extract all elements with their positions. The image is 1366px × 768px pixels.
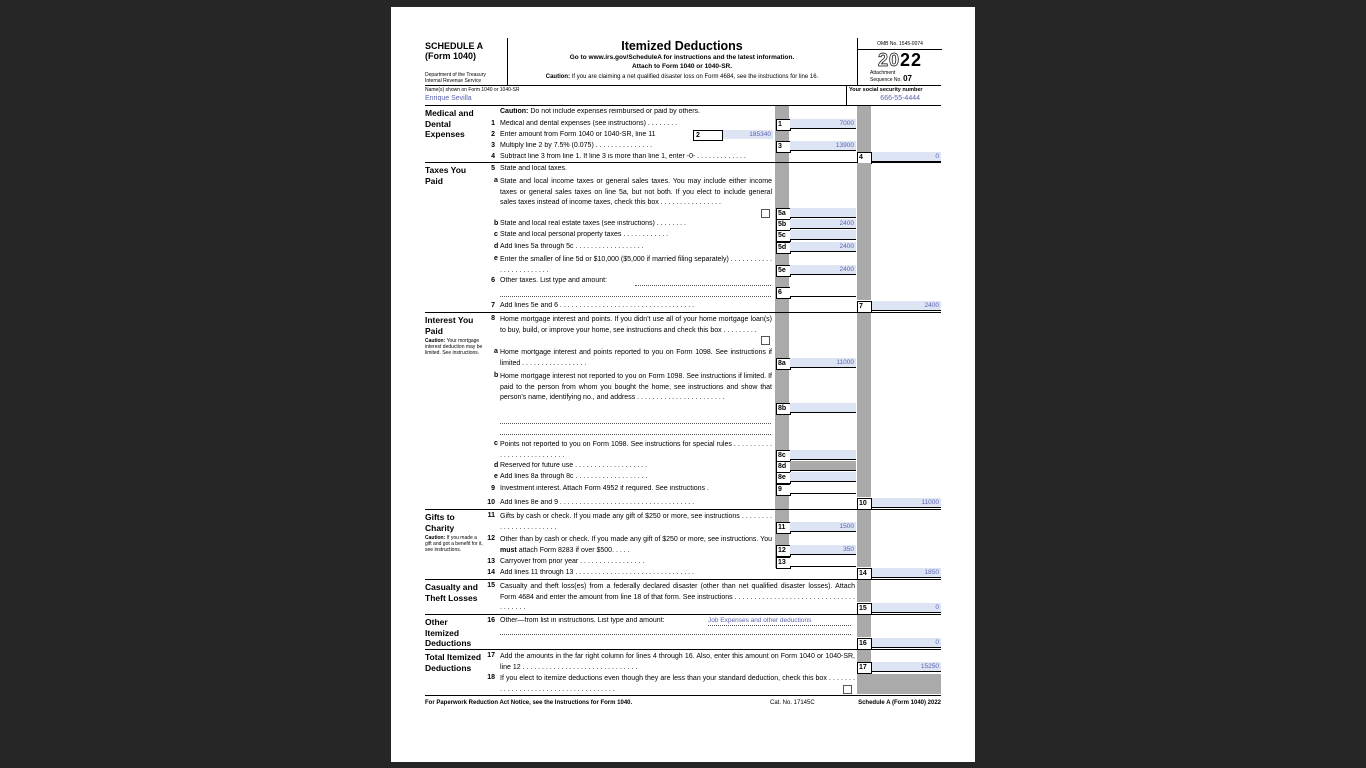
line-8d-reserved (790, 461, 856, 471)
attach-line: Attach to Form 1040 or 1040-SR. (631, 63, 733, 70)
section-title-interest: Interest You Paid Caution: Your mortgage interest deduction may be limited. See instructions. (425, 315, 483, 356)
section-gifts: Gifts to Charity Caution: If you made a gift and got a benefit for it, see instructions. 11 Gifts by cash or check. If you made any gift of $250 or more, see instructions . . . . . . . . . . . . . . . . . . . . . . . 11 1500 12 Other than by cash or check. If you made any gift of $250 or more, see instructions. You must attach Form 8283 if over $500. . . . . 12 350 13 Carryover from prior year . . . . . . . . . . . . . . . . . 13 14 Add lines 11 through 13 . . . . . . . . . . . . . . . . . . . . . . . . . . . . . . . 14 1850 (425, 510, 941, 580)
line-8c-amount[interactable] (790, 450, 856, 460)
title-block (508, 38, 856, 81)
gifts-caution: Caution: If you made a gift and got a benefit for it, see instructions. (425, 535, 483, 553)
name-field[interactable]: Enrique Sevilla (425, 95, 472, 102)
line-14-amount[interactable]: 1850 (872, 568, 941, 578)
taxpayer-row (425, 86, 941, 106)
line-16-description[interactable]: Job Expenses and other deductions (708, 617, 851, 626)
interest-caution: Caution: Your mortgage interest deduction may be limited. See instructions. (425, 338, 483, 356)
line-5b-amount[interactable]: 2400 (790, 219, 856, 229)
form-label: (Form 1040) (425, 51, 477, 61)
form-id-block (425, 38, 508, 85)
line-5a-checkbox[interactable] (761, 209, 770, 218)
line-8b: b Home mortgage interest not reported to you on Form 1098. See instructions if limited. If paid to the person from whom you bought the home, see instructions and show that person's name, identifying no., and address . . . . . . . . . . . . . . . . . . . . . . . 8b (425, 372, 941, 436)
line-4-amount[interactable]: 0 (872, 152, 941, 162)
line-6: 6 Other taxes. List type and amount: 6 (425, 277, 941, 299)
line-5c-amount[interactable] (790, 230, 856, 240)
line-8c: c Points not reported to you on Form 1098. See instructions for special rules . . . . . . . . . . . . . . . . . . . . . . . . . . . 8c (425, 440, 941, 461)
line-6-amount[interactable] (790, 287, 856, 297)
line-16-amount[interactable]: 0 (872, 638, 941, 648)
form-footer (425, 696, 941, 710)
section-title-gifts: Gifts to Charity Caution: If you made a gift and got a benefit for it, see instructions. (425, 512, 483, 553)
line-15-amount[interactable]: 0 (872, 603, 941, 613)
line-3-amount[interactable]: 13900 (790, 141, 856, 151)
section-title-other: Other Itemized Deductions (425, 617, 472, 648)
line-2-amount[interactable]: 185340 (723, 130, 773, 139)
section-medical: Medical and Dental Expenses Caution: Do not include expenses reimbursed or paid by others. 1 Medical and dental expenses (see instructions) . . . . . . . . 1 7000 2 Enter amount from Form 1040 or 1040-SR, line 11 2 185340 3 Multiply line 2 by 7.5% (0.075) . . . . . . . . . . . . . . . 3 13900 4 Subtract line 3 from line 1. If line 3 is more than line 1, enter -0- . . . . . . . . . . . . . 4 0 (425, 106, 941, 163)
section-title-casualty: Casualty and Theft Losses (425, 582, 478, 603)
ssn-label: Your social security number (849, 87, 923, 93)
line-17: 17 Add the amounts in the far right column for lines 4 through 16. Also, enter this amount on Form 1040 or 1040-SR, line 12 . . . . . . . . . . . . . . . . . . . . . . . . . . . . . . 17 15250 (425, 652, 941, 673)
line-5e: e Enter the smaller of line 5d or $10,000 ($5,000 if married filing separately) . . . . . . . . . . . . . . . . . . . . . . . . 5e 2400 (425, 255, 941, 276)
schedule-a-form (425, 38, 941, 710)
section-other (425, 615, 941, 650)
omb-number: OMB No. 1545-0074 (858, 41, 942, 50)
dept-line-1: Department of the Treasury (425, 72, 486, 78)
line-12: 12 Other than by cash or check. If you made any gift of $250 or more, see instructions. You must attach Form 8283 if over $500. . . . . 12 350 (425, 535, 941, 556)
catalog-number: Cat. No. 17145C (770, 700, 815, 706)
line-13-amount[interactable] (790, 557, 856, 567)
line-8a: a Home mortgage interest and points reported to you on Form 1098. See instructions if limited . . . . . . . . . . . . . . . . . 8a 11000 (425, 348, 941, 369)
line-5a: a State and local income taxes or general sales taxes. You may include either income taxes or general sales taxes on line 5a, but not both. If you elect to include general sales taxes instead of income taxes, check this box . . . . . . . . . . . . . . . . 5a (425, 177, 941, 219)
section-title-total: Total Itemized Deductions (425, 652, 482, 673)
line-9-amount[interactable] (790, 484, 856, 494)
form-header (425, 38, 941, 86)
line-5e-amount[interactable]: 2400 (790, 265, 856, 275)
medical-caution: Caution: Do not include expenses reimbursed or paid by others. (500, 108, 700, 115)
line-12-amount[interactable]: 350 (790, 545, 856, 555)
line-18: 18 If you elect to itemize deductions even though they are less than your standard deduction, check this box . . . . . . . . . . . . . . . . . . . . . . . . . . . . . . . . . . . . . (425, 674, 941, 695)
header-caution: Caution: If you are claiming a net qualified disaster loss on Form 4684, see the instructions for line 16. (545, 74, 819, 80)
section-taxes: Taxes You Paid 5 State and local taxes. a State and local income taxes or general sales taxes. You may include either income taxes or general sales taxes on line 5a, but not both. If you elect to include general sales taxes instead of income taxes, check this box . . . . . . . . . . . . . . . . 5a b State and local real estate taxes (see instructions) . . . . . . . . 5b 2400 c State and local personal property taxes . . . . . . . . . . . . 5c d Add lines 5a through 5c . . . . . . . . . . . . . . . . . . 5d 2400 e Enter the smaller of line 5d or $10,000 ($5,000 if married filing separately) . . . . . . . . . . . . . . . . . . . . . . . . 5e 2400 6 Other taxes. List type and amount: 6 7 Add lines 5e and 6 . . . . . . . . . . . . . . . . . . . . . . . . . . . . . . . . . . . 7 2400 (425, 163, 941, 313)
paperwork-notice: For Paperwork Reduction Act Notice, see the Instructions for Form 1040. (425, 700, 633, 706)
section-title-medical: Medical and Dental Expenses (425, 108, 474, 139)
line-17-amount[interactable]: 15250 (872, 662, 941, 672)
footer-form-id: Schedule A (Form 1040) 2022 (858, 700, 941, 706)
line-18-checkbox[interactable] (843, 685, 852, 694)
tax-year: 2022 (877, 50, 923, 70)
form-title: Itemized Deductions (621, 39, 743, 53)
section-casualty (425, 580, 941, 615)
line-8-checkbox[interactable] (761, 336, 770, 345)
schedule-label: SCHEDULE A (425, 41, 484, 51)
line-11: 11 Gifts by cash or check. If you made any gift of $250 or more, see instructions . . . . . . . . . . . . . . . . . . . . . . . 11 1500 (425, 512, 941, 533)
section-total (425, 650, 941, 696)
line-7-amount[interactable]: 2400 (872, 301, 941, 311)
line-8b-amount[interactable] (790, 403, 856, 413)
line-11-amount[interactable]: 1500 (790, 522, 856, 532)
line-15: 15 Casualty and theft loss(es) from a federally declared disaster (other than net qualified disaster losses). Attach Form 4684 and enter the amount from line 18 of that form. See instructions . . . . . . . . . . . . . . . . . . . . . . . . . . . . . . . . . . . . . . 15 0 (425, 582, 941, 614)
year-block (857, 38, 942, 85)
section-interest: Interest You Paid Caution: Your mortgage interest deduction may be limited. See instructions. 8 Home mortgage interest and points. If you didn't use all of your home mortgage loan(s) to buy, build, or improve your home, see instructions and check this box . . . . . . . . . a Home mortgage interest and points reported to you on Form 1098. See instructions if limited . . . . . . . . . . . . . . . . . 8a 11000 b Home mortgage interest not reported to you on Form 1098. See instructions if limited. If paid to the person from whom you bought the home, see instructions and show that person's name, identifying no., and address . . . . . . . . . . . . . . . . . . . . . . . 8b c Points not reported to you on Form 1098. See instructions for special rules . . . . . . . . . . . . . . . . . . . . . . . . . . . 8c d Reserved for future use . . . . . . . . . . . . . . . . . . . 8d e Add lines 8a through 8c . . . . . . . . . . . . . . . . . . . 8e 9 Investment interest. Attach Form 4952 if required. See instructions . 9 10 Add lines 8e and 9 . . . . . . . . . . . . . . . . . . . . . . . . . . . . . . . . . . . 10 11000 (425, 313, 941, 510)
line-1-amount[interactable]: 7000 (790, 119, 856, 129)
line-8: 8 Home mortgage interest and points. If you didn't use all of your home mortgage loan(s) to buy, build, or improve your home, see instructions and check this box . . . . . . . . . (425, 315, 941, 347)
section-title-taxes: Taxes You Paid (425, 165, 467, 186)
ssn-field[interactable]: 666-55-4444 (880, 95, 920, 102)
line-8e-amount[interactable] (790, 472, 856, 482)
line-8a-amount[interactable]: 11000 (790, 358, 856, 368)
line-5a-amount[interactable] (790, 208, 856, 218)
line-10-amount[interactable]: 11000 (872, 498, 941, 508)
dept-line-2: Internal Revenue Service (425, 78, 482, 84)
sequence-number: Attachment Sequence No. 07 (870, 70, 912, 83)
name-label: Name(s) shown on Form 1040 or 1040-SR (425, 87, 520, 93)
goto-line: Go to www.irs.gov/ScheduleA for instructions and the latest information. (569, 54, 795, 61)
line-16: 16 Other—from list in instructions. List type and amount: Job Expenses and other deductions 16 0 (425, 617, 941, 649)
line-5d-amount[interactable]: 2400 (790, 242, 856, 252)
